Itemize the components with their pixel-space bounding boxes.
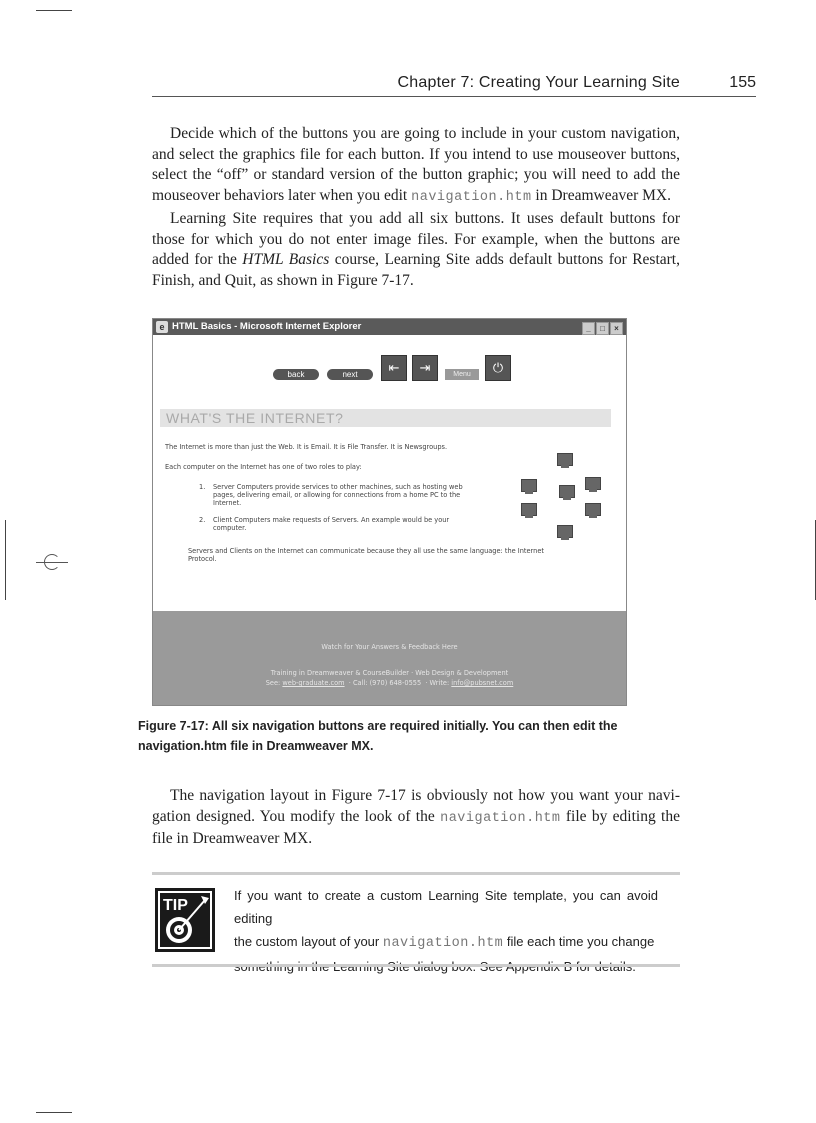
finish-icon: ⇥	[419, 360, 431, 375]
text-line: Internet.	[213, 499, 242, 507]
computer-icon	[557, 453, 573, 466]
crop-mark	[36, 1112, 72, 1113]
window-title: HTML Basics - Microsoft Internet Explorer	[172, 321, 362, 332]
text-line: those for which you do not enter image files. For example, when the buttons are	[152, 230, 680, 248]
finish-button[interactable]	[412, 355, 438, 381]
computer-icon	[585, 477, 601, 490]
dartboard-icon	[155, 888, 215, 952]
code-filename: navigation.htm	[382, 936, 504, 951]
text-line: Learning Site requires that you add all six buttons. It uses default buttons for	[170, 209, 680, 227]
text-line: file by editing the file	[152, 807, 680, 848]
text-line: Server Computers provide services to other machines, such as hosting web	[213, 483, 463, 491]
minimize-icon[interactable]: _	[582, 322, 595, 335]
tip-icon	[155, 888, 215, 952]
text-line: Servers and Clients on the Internet can communicate because they all use the same language: the Internet	[188, 547, 544, 555]
text-line: course, Learning Site adds default buttons for Restart,	[329, 251, 680, 269]
menu-label: Menu	[453, 371, 471, 378]
text-line: If you want to create a custom Learning Site template, you can avoid editing	[234, 888, 658, 926]
computer-icon	[585, 503, 601, 516]
caption-line: navigation.htm file in Dreamweaver MX.	[138, 739, 374, 753]
text-line: select the “off” or standard version of the button graphic; you will need to add the	[152, 166, 680, 184]
paragraph-3	[152, 786, 680, 850]
computer-icon	[557, 525, 573, 538]
close-icon[interactable]: ×	[610, 322, 623, 335]
registration-mark	[36, 554, 68, 570]
paragraph-1	[152, 124, 680, 209]
restart-button[interactable]	[381, 355, 407, 381]
network-illustration	[513, 449, 603, 539]
caption-line: Figure 7-17: All six navigation buttons are required initially. You can then edit the	[138, 719, 618, 733]
running-head: Chapter 7: Creating Your Learning Site	[397, 74, 680, 91]
lesson-closing	[188, 547, 608, 563]
lesson-roles: Each computer on the Internet has one of two roles to play:	[165, 463, 362, 471]
contact-line: See: web-graduate.com · Call: (970) 648-0555 · Write: info@pubsnet.com	[265, 679, 514, 687]
email-link[interactable]: info@pubsnet.com	[451, 679, 514, 687]
intro-paragraphs	[152, 124, 680, 292]
page-header	[152, 72, 756, 97]
maximize-icon[interactable]: □	[596, 322, 609, 335]
menu-button[interactable]	[445, 369, 479, 380]
computer-icon	[559, 485, 575, 498]
paragraph-2	[152, 209, 680, 292]
figure-caption	[138, 716, 658, 756]
quit-button[interactable]	[485, 355, 511, 381]
next-label: next	[342, 370, 358, 379]
crop-mark	[36, 10, 72, 11]
list-number: 1.	[199, 483, 206, 491]
window-controls	[581, 321, 623, 337]
page-number: 155	[729, 74, 756, 91]
course-navigation	[153, 355, 626, 383]
course-title: HTML Basics	[242, 251, 330, 269]
text-line: and select the graphics file for each button. If you intend to use mouseover buttons,	[152, 145, 680, 163]
text-line: The navigation layout in Figure 7-17 is obviously not how you want your navi-	[170, 787, 680, 804]
text-line: gation designed. You modify the look of the	[152, 807, 441, 825]
lesson-heading: WHAT'S THE INTERNET?	[160, 409, 611, 427]
computer-icon	[521, 503, 537, 516]
back-label: back	[287, 370, 305, 379]
browser-titlebar	[153, 319, 626, 335]
feedback-footer	[153, 611, 626, 705]
text-line: in Dreamweaver MX.	[176, 830, 313, 848]
figure-screenshot	[152, 318, 627, 706]
feedback-area: Watch for Your Answers & Feedback Here	[321, 643, 458, 651]
text-line: Protocol.	[188, 555, 217, 563]
text-line: Client Computers make requests of Servers. An example would be your	[213, 516, 450, 524]
text-line: pages, delivering email, or allowing for connections from a home PC to the	[213, 491, 461, 499]
back-button[interactable]	[273, 369, 319, 380]
list-item-server	[213, 483, 513, 507]
next-button[interactable]	[327, 369, 373, 380]
phone-number: Call: (970) 648-0555	[352, 679, 422, 687]
tip-rule-top	[152, 872, 680, 875]
text-line	[234, 930, 658, 955]
restart-icon: ⇤	[388, 360, 400, 375]
text-line: Finish, and Quit, as shown in Figure 7-17.	[152, 271, 414, 289]
see-label: See:	[265, 679, 281, 687]
text-line: in Dreamweaver MX.	[531, 187, 671, 205]
text-segment: the custom layout of your	[234, 934, 383, 949]
code-filename: navigation.htm	[411, 190, 532, 206]
crop-mark	[5, 520, 6, 600]
code-filename: navigation.htm	[440, 810, 561, 826]
training-line: Training in Dreamweaver & CourseBuilder · Web Design & Development	[270, 669, 509, 677]
website-link[interactable]: web-graduate.com	[282, 679, 345, 687]
text-line: Decide which of the buttons you are going to include in your custom navigation,	[170, 125, 680, 142]
text-segment: file each time you change	[503, 934, 655, 949]
svg-text:TIP: TIP	[163, 897, 188, 914]
text-line: mouseover behaviors later when you edit	[152, 187, 412, 205]
power-icon: ⏻	[492, 360, 504, 375]
write-label: Write:	[429, 679, 450, 687]
lesson-intro: The Internet is more than just the Web. It is Email. It is File Transfer. It is Newsgroups.	[165, 443, 448, 451]
list-number: 2.	[199, 516, 206, 524]
ie-icon: e	[156, 321, 168, 333]
list-item-client	[213, 516, 513, 532]
computer-icon	[521, 479, 537, 492]
text-line: added for the	[152, 251, 243, 269]
text-line: computer.	[213, 524, 247, 532]
tip-rule-bottom	[152, 964, 680, 967]
